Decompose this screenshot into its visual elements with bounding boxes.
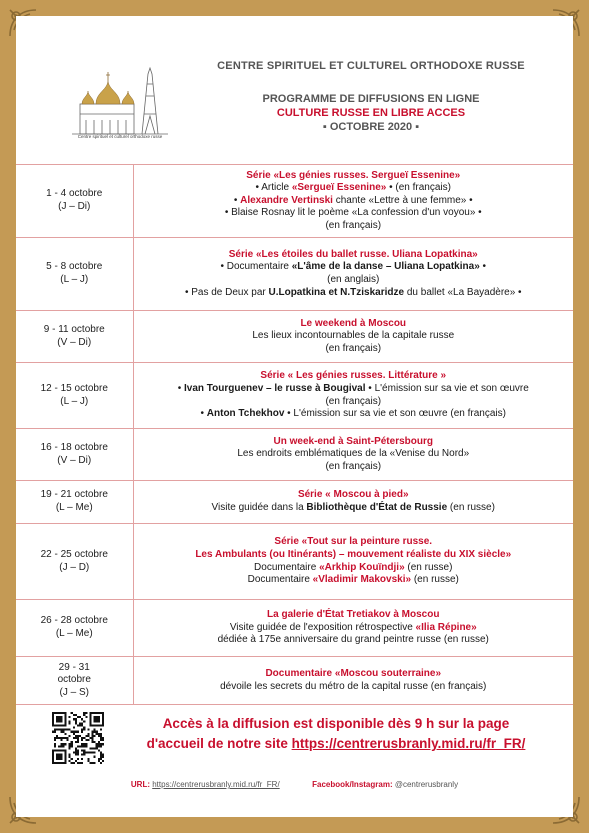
body-text: (en français) bbox=[325, 460, 382, 472]
programme-line bbox=[134, 220, 574, 233]
programme-cell bbox=[133, 238, 573, 311]
bold-text: «L'âme de la danse – Uliana Lopatkina» bbox=[291, 261, 480, 273]
table-row bbox=[16, 524, 573, 600]
highlight-text: Série « Les génies russes. Littérature » bbox=[260, 370, 447, 382]
body-text: Les lieux incontournables de la capitale russe bbox=[252, 330, 455, 342]
date-line: 19 - 21 octobre bbox=[40, 489, 108, 501]
programme-line bbox=[134, 170, 574, 183]
date-line: (J – S) bbox=[59, 686, 89, 698]
date-line: 5 - 8 octobre bbox=[46, 261, 103, 273]
date-line: octobre bbox=[57, 674, 91, 686]
programme-line bbox=[134, 318, 574, 331]
date-line: (L – J) bbox=[60, 395, 89, 407]
access-notice bbox=[126, 714, 546, 754]
body-text: dédiée à 175e anniversaire du grand peintre russe (en russe) bbox=[217, 634, 489, 646]
date-cell bbox=[16, 429, 133, 481]
programme-line bbox=[134, 574, 574, 587]
programme-line bbox=[134, 609, 574, 622]
date-line: (L – Me) bbox=[55, 628, 93, 639]
programme-cell bbox=[133, 311, 573, 363]
access-line-2: d'accueil de notre site https://centrerusbranly.mid.ru/fr_FR/ bbox=[146, 736, 526, 751]
bold-text: Anton Tchekhov bbox=[206, 408, 285, 420]
table-row bbox=[16, 600, 573, 657]
programme-line bbox=[134, 622, 574, 635]
body-text: • Blaise Rosnay lit le poème «La confession d'un voyou» • bbox=[224, 207, 482, 219]
highlight-text: Série «Les étoiles du ballet russe. Uliana Lopatkina» bbox=[228, 248, 478, 260]
highlight-text: Série « Moscou à pied» bbox=[297, 489, 409, 501]
programme-line bbox=[134, 489, 574, 502]
programme-line bbox=[134, 370, 574, 383]
programme-cell bbox=[133, 524, 573, 600]
programme-cell bbox=[133, 600, 573, 657]
highlight-text: Le weekend à Moscou bbox=[300, 317, 407, 329]
date-line: 26 - 28 octobre bbox=[40, 615, 108, 627]
social-handle: @centrerusbranly bbox=[394, 780, 459, 789]
programme-line bbox=[134, 261, 574, 274]
body-text: (en russe) bbox=[404, 561, 453, 573]
bold-text: U.Lopatkina et N.Tziskaridze bbox=[268, 286, 405, 298]
date-line: (L – J) bbox=[60, 274, 89, 285]
highlight-text: «Ilia Répine» bbox=[415, 621, 477, 633]
programme-line bbox=[134, 448, 574, 461]
body-text: (en français) bbox=[325, 342, 382, 354]
url-label: URL: bbox=[130, 780, 153, 789]
date-cell bbox=[16, 238, 133, 311]
table-row bbox=[16, 657, 573, 705]
cathedral-tower-icon bbox=[62, 64, 174, 142]
body-text: dévoile les secrets du métro de la capital russe (en français) bbox=[220, 680, 487, 692]
qr-code-icon bbox=[52, 712, 104, 764]
date-cell bbox=[16, 311, 133, 363]
body-text: • Article bbox=[255, 182, 292, 194]
programme-line bbox=[134, 668, 574, 681]
body-text: • bbox=[479, 261, 487, 273]
body-text: • L'émission sur sa vie et son œuvre bbox=[365, 382, 529, 394]
body-text: (en anglais) bbox=[327, 274, 380, 285]
date-line: 9 - 11 octobre bbox=[43, 323, 105, 335]
programme-line bbox=[134, 195, 574, 208]
programme-line bbox=[134, 207, 574, 220]
body-text: • bbox=[177, 382, 184, 394]
programme-line bbox=[134, 681, 574, 694]
highlight-text: Alexandre Vertinski bbox=[240, 194, 333, 206]
document-sheet bbox=[16, 16, 573, 817]
date-line: 1 - 4 octobre bbox=[46, 188, 103, 200]
programme-cell bbox=[133, 481, 573, 524]
programme-line bbox=[134, 383, 574, 396]
organization-name: CENTRE SPIRITUEL ET CULTUREL ORTHODOXE RUSSE bbox=[217, 60, 525, 72]
date-cell bbox=[16, 657, 133, 705]
programme-line bbox=[134, 396, 574, 409]
body-text: • Documentaire bbox=[220, 261, 292, 273]
programme-line bbox=[134, 536, 574, 549]
highlight-text: «Sergueï Essenine» bbox=[291, 182, 387, 194]
body-text: Documentaire bbox=[247, 574, 313, 586]
table-row bbox=[16, 311, 573, 363]
highlight-text: «Arkhip Kouïndji» bbox=[319, 561, 405, 573]
site-link[interactable]: https://centrerusbranly.mid.ru/fr_FR/ bbox=[291, 736, 526, 751]
highlight-text: Série «Les génies russes. Sergueï Essenine» bbox=[246, 169, 461, 181]
programme-line bbox=[134, 634, 574, 647]
programme-line bbox=[134, 330, 574, 343]
body-text: • (en français) bbox=[386, 182, 451, 194]
body-text: • bbox=[233, 194, 241, 206]
highlight-text: Un week-end à Saint-Pétersbourg bbox=[273, 435, 433, 447]
programme-line bbox=[134, 182, 574, 195]
date-line: (J – Di) bbox=[58, 201, 91, 212]
programme-cell bbox=[133, 165, 573, 238]
body-text: (en français) bbox=[325, 219, 382, 231]
highlight-text: Documentaire «Moscou souterraine» bbox=[265, 667, 442, 679]
programme-line bbox=[134, 461, 574, 474]
table-row bbox=[16, 481, 573, 524]
highlight-text: Les Ambulants (ou Itinérants) – mouvement réaliste du XIX siècle» bbox=[195, 548, 512, 560]
programme-line bbox=[134, 408, 574, 421]
date-line: 22 - 25 octobre bbox=[40, 548, 108, 560]
date-line: 29 - 31 bbox=[58, 661, 90, 673]
date-cell bbox=[16, 481, 133, 524]
programme-line bbox=[134, 549, 574, 562]
access-line-1: Accès à la diffusion est disponible dès 9 h sur la page bbox=[162, 716, 510, 731]
body-text: Les endroits emblématiques de la «Venise du Nord» bbox=[237, 448, 470, 460]
social-label: Facebook/Instagram: bbox=[312, 780, 395, 789]
document-title: CULTURE RUSSE EN LIBRE ACCES bbox=[276, 107, 466, 119]
body-text: (en russe) bbox=[447, 502, 495, 513]
table-row bbox=[16, 429, 573, 481]
body-text: (en français) bbox=[325, 395, 382, 407]
table-row bbox=[16, 238, 573, 311]
programme-cell bbox=[133, 657, 573, 705]
programme-line bbox=[134, 436, 574, 449]
logo-caption: Centre spirituel et culturel orthodoxe russe bbox=[77, 134, 163, 139]
body-text: • Pas de Deux par bbox=[184, 286, 269, 298]
programme-cell bbox=[133, 363, 573, 429]
body-text: • bbox=[200, 408, 207, 420]
programme-cell bbox=[133, 429, 573, 481]
body-text: Documentaire bbox=[254, 561, 320, 573]
date-line: (L – Me) bbox=[55, 502, 93, 513]
date-cell bbox=[16, 165, 133, 238]
date-cell bbox=[16, 600, 133, 657]
body-text: du ballet «La Bayadère» • bbox=[404, 286, 522, 298]
bold-text: Bibliothèque d'État de Russie bbox=[306, 502, 448, 513]
body-text: Visite guidée de l'exposition rétrospective bbox=[229, 621, 416, 633]
month-label: ▪ OCTOBRE 2020 ▪ bbox=[322, 121, 420, 133]
date-line: 16 - 18 octobre bbox=[40, 441, 108, 453]
schedule-table bbox=[16, 164, 573, 705]
url-link[interactable]: https://centrerusbranly.mid.ru/fr_FR/ bbox=[152, 780, 280, 789]
highlight-text: La galerie d'État Tretiakov à Moscou bbox=[267, 609, 440, 621]
body-text: chante «Lettre à une femme» • bbox=[332, 194, 473, 206]
programme-heading: PROGRAMME DE DIFFUSIONS EN LIGNE bbox=[262, 93, 480, 105]
table-row bbox=[16, 363, 573, 429]
document-header bbox=[16, 16, 573, 164]
date-line: 12 - 15 octobre bbox=[40, 382, 108, 394]
date-cell bbox=[16, 524, 133, 600]
date-line: (V – Di) bbox=[57, 336, 92, 348]
body-text: • L'émission sur sa vie et son œuvre (en français) bbox=[284, 408, 506, 420]
highlight-text: Série «Tout sur la peinture russe. bbox=[274, 536, 433, 548]
date-line: (J – D) bbox=[59, 561, 90, 573]
programme-line bbox=[134, 287, 574, 300]
body-text: (en russe) bbox=[411, 574, 459, 586]
highlight-text: «Vladimir Makovski» bbox=[312, 574, 412, 586]
body-text: Visite guidée dans la bbox=[211, 502, 307, 513]
programme-line bbox=[134, 502, 574, 515]
date-line: (V – Di) bbox=[57, 454, 92, 466]
bold-text: Ivan Tourguenev – le russe à Bougival bbox=[183, 382, 366, 394]
contact-line bbox=[16, 780, 573, 789]
programme-line bbox=[134, 249, 574, 262]
programme-line bbox=[134, 562, 574, 575]
programme-line bbox=[134, 343, 574, 356]
date-cell bbox=[16, 363, 133, 429]
programme-line bbox=[134, 274, 574, 287]
table-row bbox=[16, 165, 573, 238]
